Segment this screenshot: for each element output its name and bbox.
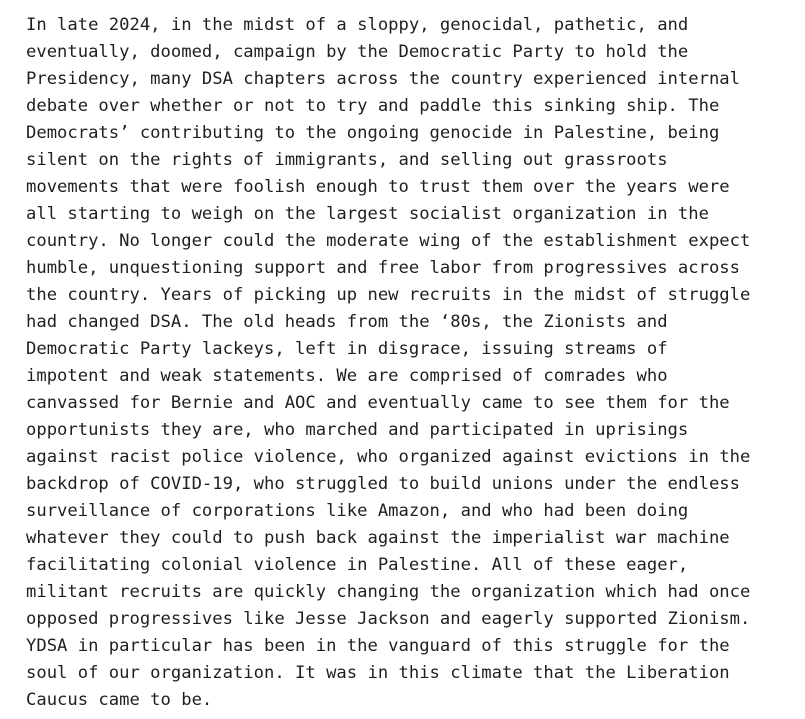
paragraph-line: facilitating colonial violence in Palestine. All of these eager, (26, 555, 689, 575)
paragraph-line: Democratic Party lackeys, left in disgrace, issuing streams of (26, 339, 668, 359)
paragraph-line: Caucus came to be. (26, 690, 213, 710)
paragraph-line: debate over whether or not to try and paddle this sinking ship. The (26, 96, 720, 116)
paragraph-line: In late 2024, in the midst of a sloppy, genocidal, pathetic, and (26, 15, 689, 35)
paragraph-line: country. No longer could the moderate wing of the establishment expect (26, 231, 751, 251)
paragraph-line: soul of our organization. It was in this climate that the Liberation (26, 663, 730, 683)
paragraph-line: backdrop of COVID-19, who struggled to build unions under the endless (26, 474, 740, 494)
paragraph-line: silent on the rights of immigrants, and selling out grassroots (26, 150, 668, 170)
paragraph-line: the country. Years of picking up new recruits in the midst of struggle (26, 285, 751, 305)
paragraph-line: against racist police violence, who organized against evictions in the (26, 447, 751, 467)
paragraph-line: eventually, doomed, campaign by the Democratic Party to hold the (26, 42, 689, 62)
paragraph-line: Democrats’ contributing to the ongoing genocide in Palestine, being (26, 123, 720, 143)
paragraph-line: impotent and weak statements. We are comprised of comrades who (26, 366, 668, 386)
paragraph-line: had changed DSA. The old heads from the ‘80s, the Zionists and (26, 312, 668, 332)
paragraph-line: all starting to weigh on the largest socialist organization in the (26, 204, 709, 224)
paragraph-line: canvassed for Bernie and AOC and eventually came to see them for the (26, 393, 730, 413)
paragraph-line: Presidency, many DSA chapters across the country experienced internal (26, 69, 740, 89)
paragraph-line: surveillance of corporations like Amazon, and who had been doing (26, 501, 689, 521)
paragraph-line: opposed progressives like Jesse Jackson and eagerly supported Zionism. (26, 609, 751, 629)
paragraph-line: opportunists they are, who marched and participated in uprisings (26, 420, 689, 440)
paragraph-line: YDSA in particular has been in the vanguard of this struggle for the (26, 636, 730, 656)
article-paragraph (26, 12, 796, 714)
paragraph-line: militant recruits are quickly changing the organization which had once (26, 582, 751, 602)
paragraph-line: movements that were foolish enough to trust them over the years were (26, 177, 730, 197)
paragraph-line: humble, unquestioning support and free labor from progressives across (26, 258, 740, 278)
paragraph-line: whatever they could to push back against the imperialist war machine (26, 528, 730, 548)
